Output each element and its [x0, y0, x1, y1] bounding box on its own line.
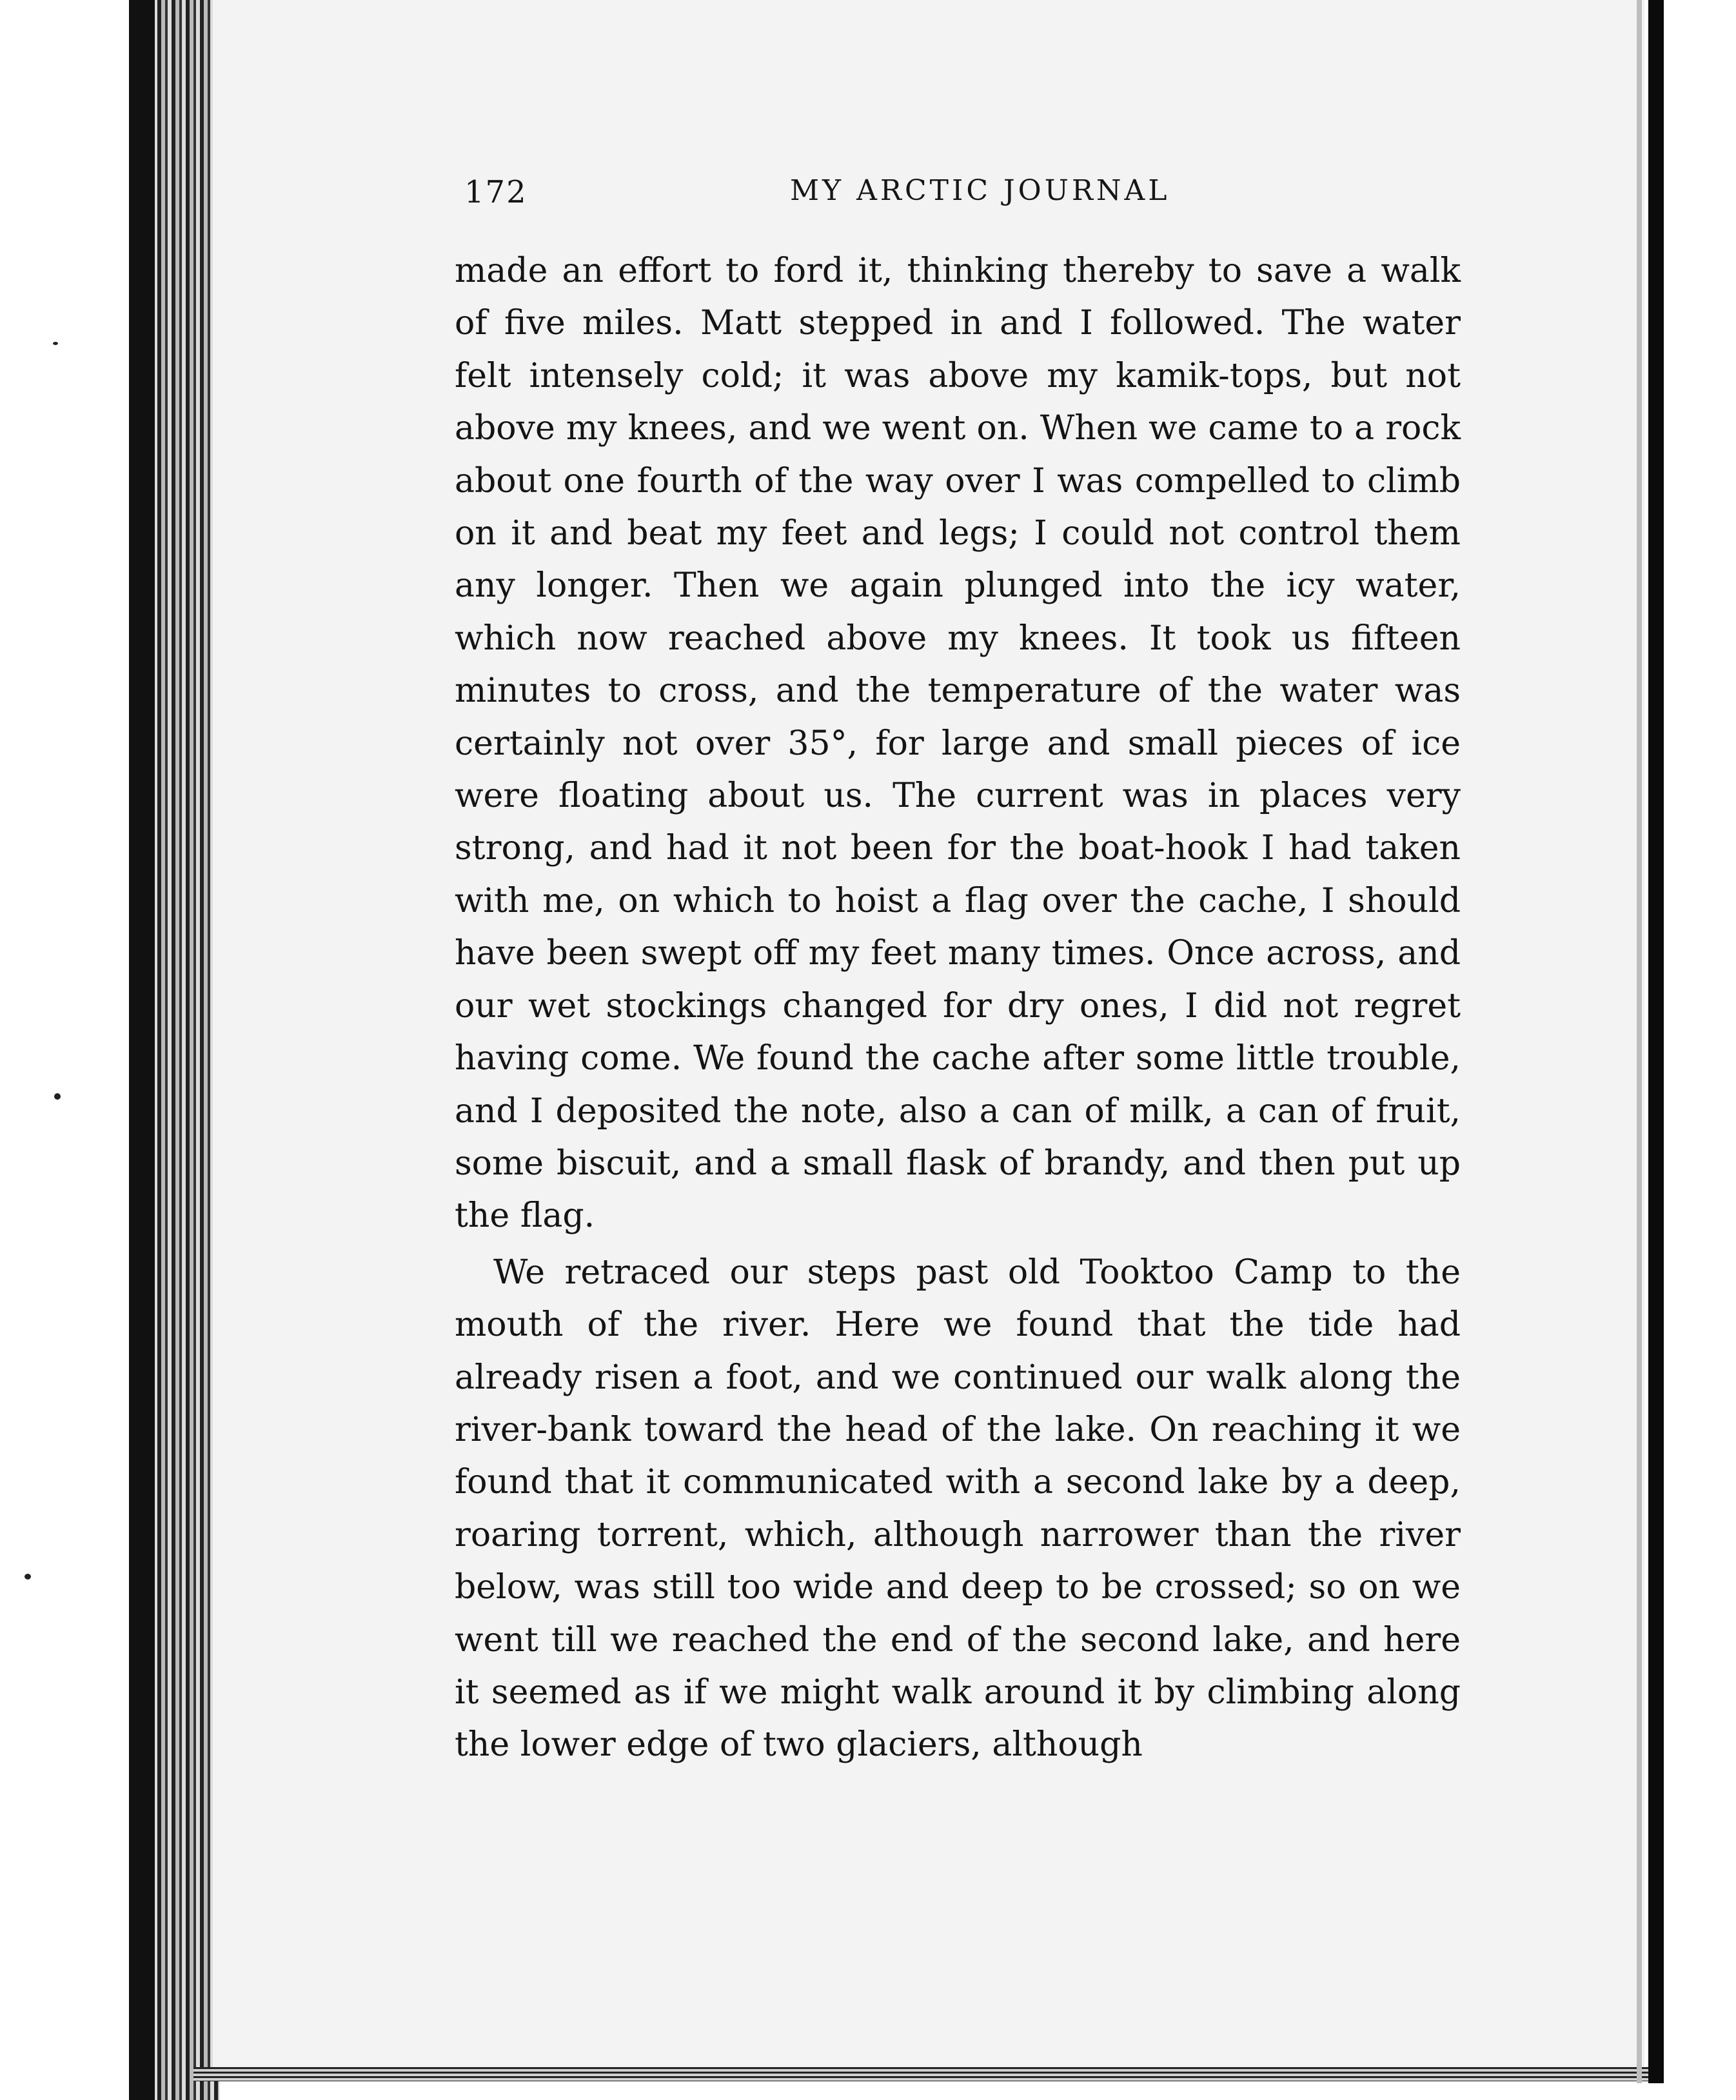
page-bottom-edge — [193, 2067, 1657, 2081]
scan-speck — [25, 1574, 31, 1580]
body-text — [455, 245, 1461, 1772]
page-number: 172 — [464, 174, 528, 210]
paragraph: We retraced our steps past old Tooktoo Camp to the mouth of the river. Here we found that the tide had already risen a foot, and we continued our walk along the river-bank toward the head of the lake. On reaching it we found that it communicated with a second lake by a deep, roaring torrent, which, although narrower than the river below, was still too wide and deep to be crossed; so on we went till we reached the end of the second lake, and here it seemed as if we might walk around it by climbing along the lower edge of two glaciers, although — [455, 1253, 1461, 1765]
facing-page-edge — [1648, 0, 1664, 2083]
running-head — [464, 174, 1470, 213]
scan-speck — [53, 342, 58, 345]
scan-speck — [54, 1093, 61, 1100]
paragraph: made an effort to ford it, thinking thereby to save a walk of five miles. Matt stepped in and I followed. The water felt intensely cold; it was above my kamik-tops, but not above my knees, and we went on. When we came to a rock about one fourth of the way over I was compelled to climb on it and beat my feet and legs; I could not control them any longer. Then we again plunged into the icy water, which now reached above my knees. It took us fifteen minutes to cross, and the temperature of the water was certainly not over 35°, for large and small pieces of ice were floating about us. The current was in places very strong, and had it not been for the boat-hook I had taken with me, on which to hoist a flag over the cache, I should have been swept off my feet many times. Once across, and our wet stockings changed for dry ones, I did not regret having come. We found the cache after some little trouble, and I deposited the note, also a can of milk, a can of fruit, some biscuit, and a small flask of brandy, and then put up the flag. — [455, 252, 1461, 1236]
book-binding-shadow — [129, 0, 155, 2100]
facing-page-gutter — [1637, 0, 1642, 2083]
book-title: MY ARCTIC JOURNAL — [790, 174, 1170, 207]
